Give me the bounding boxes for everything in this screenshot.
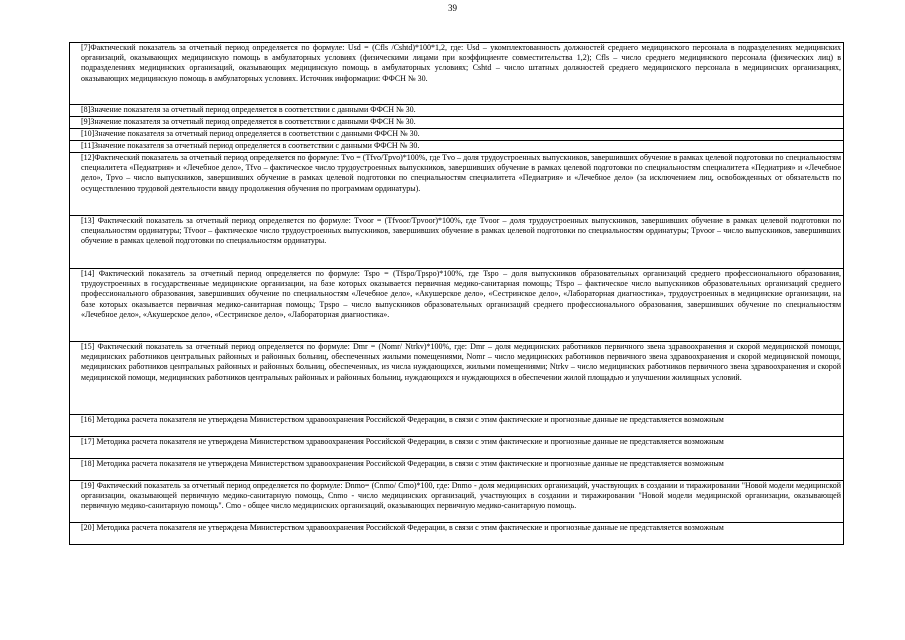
footnote-row [70, 216, 844, 269]
footnote-row [70, 481, 844, 523]
page-number: 39 [448, 3, 457, 13]
footnote-row [70, 437, 844, 459]
footnote-7: [7]Фактический показатель за отчетный период определяется по формуле: Usd = (Cfls /Cshtd)*100*1,2, где: Usd – укомплектованность должностей среднего медицинского персонала в подразделениях медицинских организаций, оказывающих медицинскую помощь в амбулаторных условиях (физическими лицами при коэффициенте совместительства 1,2); Cfls – число среднего медицинского персонала (физических лиц) в подразделениях медицинских организаций, оказывающих медицинскую помощь в амбулаторных условиях; Cshtd – число штатных должностей среднего медицинского персонала в медицинских организациях, оказывающих медицинскую помощь в амбулаторных условиях. Источник информации: ФФСН № 30. [70, 43, 844, 105]
footnote-row [70, 43, 844, 105]
footnote-19: [19] Фактический показатель за отчетный период определяется по формуле: Dnmo= (Cnmo/ Cmo)*100, где: Dnmo - доля медицинских организаций, участвующих в создании и тиражировании "Новой модели медицинской организации, оказывающей первичную медико-санитарную помощь, Cnmo - число медицинских организаций, участвующих в создании и тиражировании "Новой модели медицинской организации, оказывающей первичную медико-санитарную помощь". Cmo - общее число медицинских организаций, оказывающих первичную медико-санитарную помощь. [70, 481, 844, 523]
footnote-row [70, 459, 844, 481]
footnote-row [70, 415, 844, 437]
footnote-13: [13] Фактический показатель за отчетный период определяется по формуле: Tvoor = (Tfvoor/Tpvoor)*100%, где Tvoor – доля трудоустроенных выпускников, завершивших обучение в рамках целевой подготовки по специальностям ординатуры; Tfvoor – фактическое число трудоустроенных выпускников, завершивших обучение в рамках целевой подготовки по специальностям ординатуры; Tpvoor – число выпускников, завершивших обучение в рамках целевой подготовки по специальностям ординатуры. [70, 216, 844, 269]
footnote-11: [11]Значение показателя за отчетный период определяется в соответствии с данными ФФСН № 30. [70, 141, 844, 153]
footnote-12: [12]Фактический показатель за отчетный период определяется по формуле: Tvo = (Tfvo/Tpvo)*100%, где Tvo – доля трудоустроенных выпускников, завершивших обучение в рамках целевой подготовки по специальностям специалитета «Педиатрия» и «Лечебное дело», Tfvo – фактическое число трудоустроенных выпускников, завершивших обучение в рамках целевой подготовки по специальностям специалитета «Педиатрия» и «Лечебное дело», Tpvo – число выпускников, завершивших обучение в рамках целевой подготовки по специальностям специалитета «Педиатрия» и «Лечебное дело» (за исключением лиц, освобожденных от обязательств по осуществлению трудовой деятельности ввиду продолжения обучения по программам ординатуры). [70, 153, 844, 216]
footnote-row [70, 117, 844, 129]
footnote-row [70, 523, 844, 545]
footnote-row [70, 342, 844, 415]
footnote-20: [20] Методика расчета показателя не утверждена Министерством здравоохранения Российской Федерации, в связи с этим фактические и прогнозные данные не представляется возможным [70, 523, 844, 545]
footnote-15: [15] Фактический показатель за отчетный период определяется по формуле: Dmr = (Nomr/ Ntrkv)*100%, где: Dmr – доля медицинских работников первичного звена здравоохранения и скорой медицинской помощи, медицинских работников центральных районных и районных больниц, обеспеченных жилыми помещениями, Nomr – число медицинских работников первичного звена здравоохранения и скорой медицинской помощи, медицинских работников центральных районных и районных больниц, обеспеченных, из числа нуждающихся, жилыми помещениями; Ntrkv – число медицинских работников первичного звена здравоохранения и скорой медицинской помощи, медицинских работников центральных районных и районных больниц, нуждающихся и нуждающихся в обеспечении жилой площадью и улучшении жилищных условий. [70, 342, 844, 415]
footnote-18: [18] Методика расчета показателя не утверждена Министерством здравоохранения Российской Федерации, в связи с этим фактические и прогнозные данные не представляется возможным [70, 459, 844, 481]
footnote-16: [16] Методика расчета показателя не утверждена Министерством здравоохранения Российской Федерации, в связи с этим фактические и прогнозные данные не представляется возможным [70, 415, 844, 437]
footnote-row [70, 105, 844, 117]
footnote-14: [14] Фактический показатель за отчетный период определяется по формуле: Tspo = (Tfspo/Tpspo)*100%, где Tspo – доля выпускников образовательных организаций среднего профессионального образования, трудоустроенных в государственные медицинские организации, на базе которых оказывается первичная медико-санитарная помощь; Tfspo – фактическое число выпускников образовательных организаций среднего профессионального образования, завершивших обучение по специальностям «Лечебное дело», «Акушерское дело», «Сестринское дело», «Лабораторная диагностика», трудоустроенных в медицинские организации, на базе которых оказывается первичная медико-санитарная помощь; Tpspo – число выпускников образовательных организаций среднего профессионального образования, завершивших обучение по специальностям «Лечебное дело», «Акушерское дело», «Сестринское дело», «Лабораторная диагностика». [70, 269, 844, 342]
footnote-10: [10]Значение показателя за отчетный период определяется в соответствии с данными ФФСН № 30. [70, 129, 844, 141]
footnote-row [70, 141, 844, 153]
footnote-row [70, 129, 844, 141]
footnote-9: [9]Значение показателя за отчетный период определяется в соответствии с данными ФФСН № 30. [70, 117, 844, 129]
footnote-row [70, 269, 844, 342]
footnotes-table [69, 42, 844, 545]
footnote-row [70, 153, 844, 216]
footnote-17: [17] Методика расчета показателя не утверждена Министерством здравоохранения Российской Федерации, в связи с этим фактические и прогнозные данные не представляется возможным [70, 437, 844, 459]
footnote-8: [8]Значение показателя за отчетный период определяется в соответствии с данными ФФСН № 30. [70, 105, 844, 117]
